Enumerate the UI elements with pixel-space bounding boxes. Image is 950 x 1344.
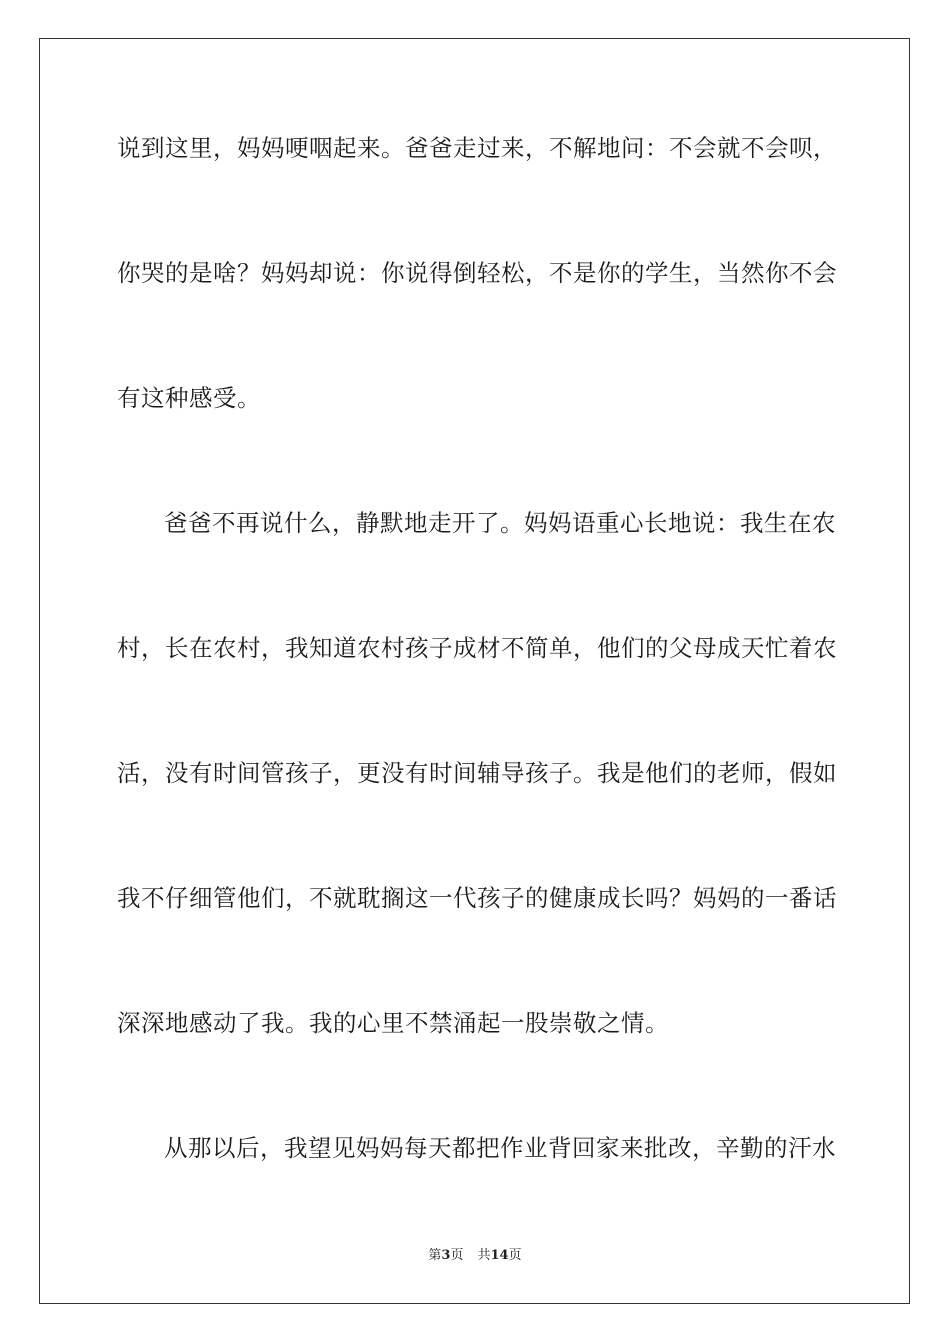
paragraph-line: 你哭的是啥？妈妈却说：你说得倒轻松，不是你的学生，当然你不会 (117, 259, 837, 287)
paragraph-first-line: 爸爸不再说什么，静默地走开了。妈妈语重心长地说：我生在农 (164, 509, 836, 537)
total-prefix: 共 (477, 1248, 491, 1263)
paragraph-line: 说到这里，妈妈哽咽起来。爸爸走过来，不解地问：不会就不会呗， (117, 134, 837, 162)
paragraph-line: 我不仔细管他们，不就耽搁这一代孩子的健康成长吗？妈妈的一番话 (117, 884, 837, 912)
paragraph-line: 活，没有时间管孩子，更没有时间辅导孩子。我是他们的老师，假如 (117, 759, 837, 787)
page-suffix: 页 (450, 1248, 464, 1263)
paragraph-first-line: 从那以后，我望见妈妈每天都把作业背回家来批改，辛勤的汗水 (164, 1134, 836, 1162)
paragraph-line: 深深地感动了我。我的心里不禁涌起一股崇敬之情。 (117, 1009, 669, 1037)
page-border (39, 38, 910, 1304)
page-prefix: 第 (428, 1248, 442, 1263)
page-footer (0, 1246, 950, 1266)
current-page-number: 3 (441, 1248, 451, 1263)
paragraph-line: 村，长在农村，我知道农村孩子成材不简单，他们的父母成天忙着农 (117, 634, 837, 662)
total-suffix: 页 (508, 1248, 522, 1263)
paragraph-line: 有这种感受。 (117, 384, 261, 412)
total-page-count: 14 (490, 1248, 509, 1263)
